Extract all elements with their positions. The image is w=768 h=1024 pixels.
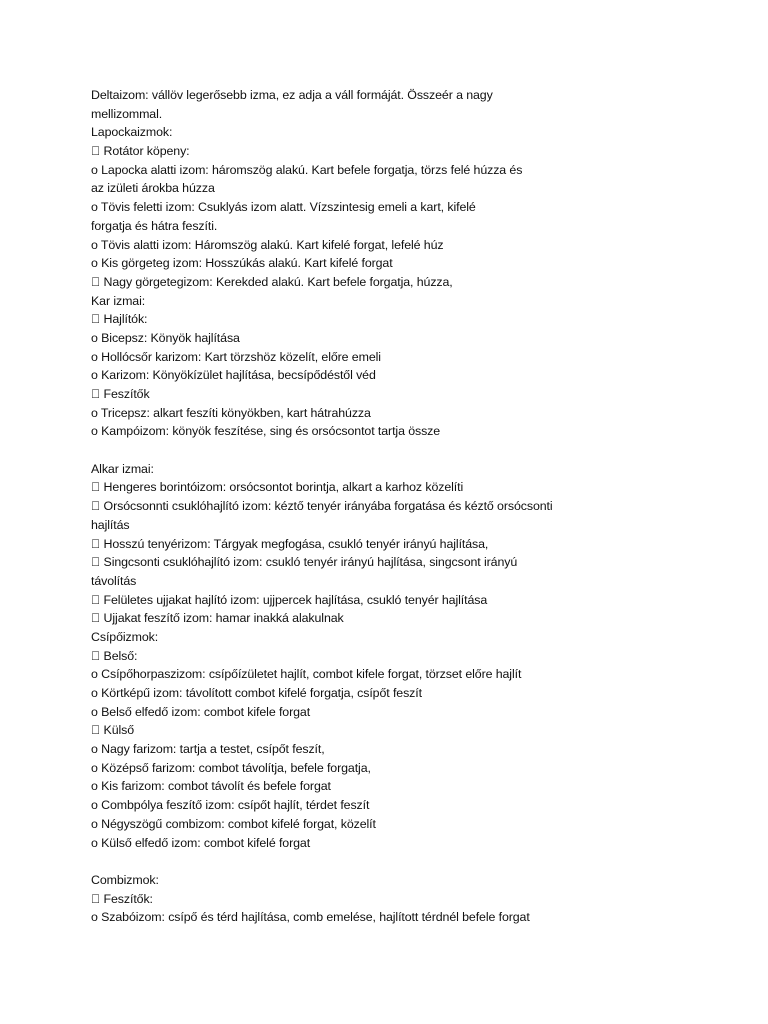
sub-item: o Belső elfedő izom: combot kifele forgat — [91, 704, 311, 719]
sub-item: o Szabóizom: csípő és térd hajlítása, comb emelése, hajlított térdnél befele forgat — [91, 910, 530, 925]
text-line: hajlítás — [91, 517, 130, 532]
blank-line — [91, 441, 571, 460]
section-heading: Combizmok: — [91, 872, 159, 887]
bullet-item: Orsócsonnti csuklóhajlító izom: kéztő tenyér irányába forgatása és kéztő orsócsonti — [91, 499, 540, 514]
bullet-item: Hengeres borintóizom: orsócsontot borintja, alkart a karhoz közelíti — [91, 480, 451, 495]
bullet-item: Külső — [91, 723, 122, 738]
bullet-item: Feszítők: — [91, 891, 141, 906]
bullet-item: Belső: — [91, 648, 125, 663]
sub-item: o Karizom: Könyökízület hajlítása, becsípődéstől véd — [91, 368, 376, 383]
sub-item: o Négyszögű combizom: combot kifelé forgat, közelít — [91, 816, 376, 831]
sub-item: o Kis farizom: combot távolít és befele forgat — [91, 779, 331, 794]
sub-item: o Körtképű izom: távolított combot kifelé forgatja, csípőt feszít — [91, 686, 422, 700]
sub-item: o Kampóizom: könyök feszítése, sing és orsócsontot tartja össze — [91, 424, 441, 439]
bullet-item: Hosszú tenyérizom: Tárgyak megfogása, csukló tenyér irányú hajlítása, — [91, 536, 476, 551]
sub-item: o Tövis alatti izom: Háromszög alakú. Kart kifelé forgat, lefelé húz — [91, 237, 444, 252]
bullet-item: Singcsonti csuklóhajlító izom: csukló tenyér irányú hajlítása, singcsont irányú — [91, 555, 505, 570]
text-line: forgatja és hátra feszíti. — [91, 218, 218, 233]
sub-item: o Nagy farizom: tartja a testet, csípőt feszít, — [91, 742, 325, 757]
sub-item: o Bicepsz: Könyök hajlítása — [91, 330, 240, 345]
text-line: Deltaizom: vállöv legerősebb izma, ez adja a váll formáját. Összeér a nagy — [91, 88, 493, 102]
bullet-item: Nagy görgetegizom: Kerekded alakú. Kart befele forgatja, húzza, — [91, 274, 441, 289]
sub-item: o Középső farizom: combot távolítja, befele forgatja, — [91, 760, 371, 775]
bullet-item: Hajlítók: — [91, 312, 135, 327]
bullet-item: Felületes ujjakat hajlító izom: ujjpercek hajlítása, csukló tenyér hajlítása — [91, 592, 475, 607]
sub-item: o Tövis feletti izom: Csuklyás izom alatt. Vízszintesig emeli a kart, kifelé — [91, 200, 476, 215]
sub-item: o Kis görgeteg izom: Hosszúkás alakú. Kart kifelé forgat — [91, 256, 393, 271]
blank-line — [91, 852, 571, 871]
sub-item: o Combpólya feszítő izom: csípőt hajlít, térdet feszít — [91, 798, 370, 813]
text-line: távolítás — [91, 573, 137, 588]
document-body — [91, 86, 571, 927]
sub-item: o Külső elfedő izom: combot kifelé forgat — [91, 835, 311, 850]
sub-item: o Lapocka alatti izom: háromszög alakú. Kart befele forgatja, törzs felé húzza és — [91, 162, 523, 177]
sub-item: o Tricepsz: alkart feszíti könyökben, kart hátrahúzza — [91, 405, 371, 420]
bullet-item: Rotátor köpeny: — [91, 144, 177, 159]
section-heading: Lapockaizmok: — [91, 125, 173, 140]
bullet-item: Ujjakat feszítő izom: hamar inakká alakulnak — [91, 611, 332, 626]
sub-item: o Csípőhorpaszizom: csípőízületet hajlít, combot kifele forgat, törzset előre hajlít — [91, 667, 522, 682]
sub-item: o Hollócsőr karizom: Kart törzshöz közelít, előre emeli — [91, 349, 381, 364]
section-heading: Csípőizmok: — [91, 629, 159, 644]
text-line: az izületi árokba húzza — [91, 181, 215, 196]
bullet-item: Feszítők — [91, 387, 138, 401]
section-heading: Kar izmai: — [91, 293, 146, 308]
text-line: mellizommal. — [91, 106, 163, 121]
section-heading: Alkar izmai: — [91, 461, 154, 476]
